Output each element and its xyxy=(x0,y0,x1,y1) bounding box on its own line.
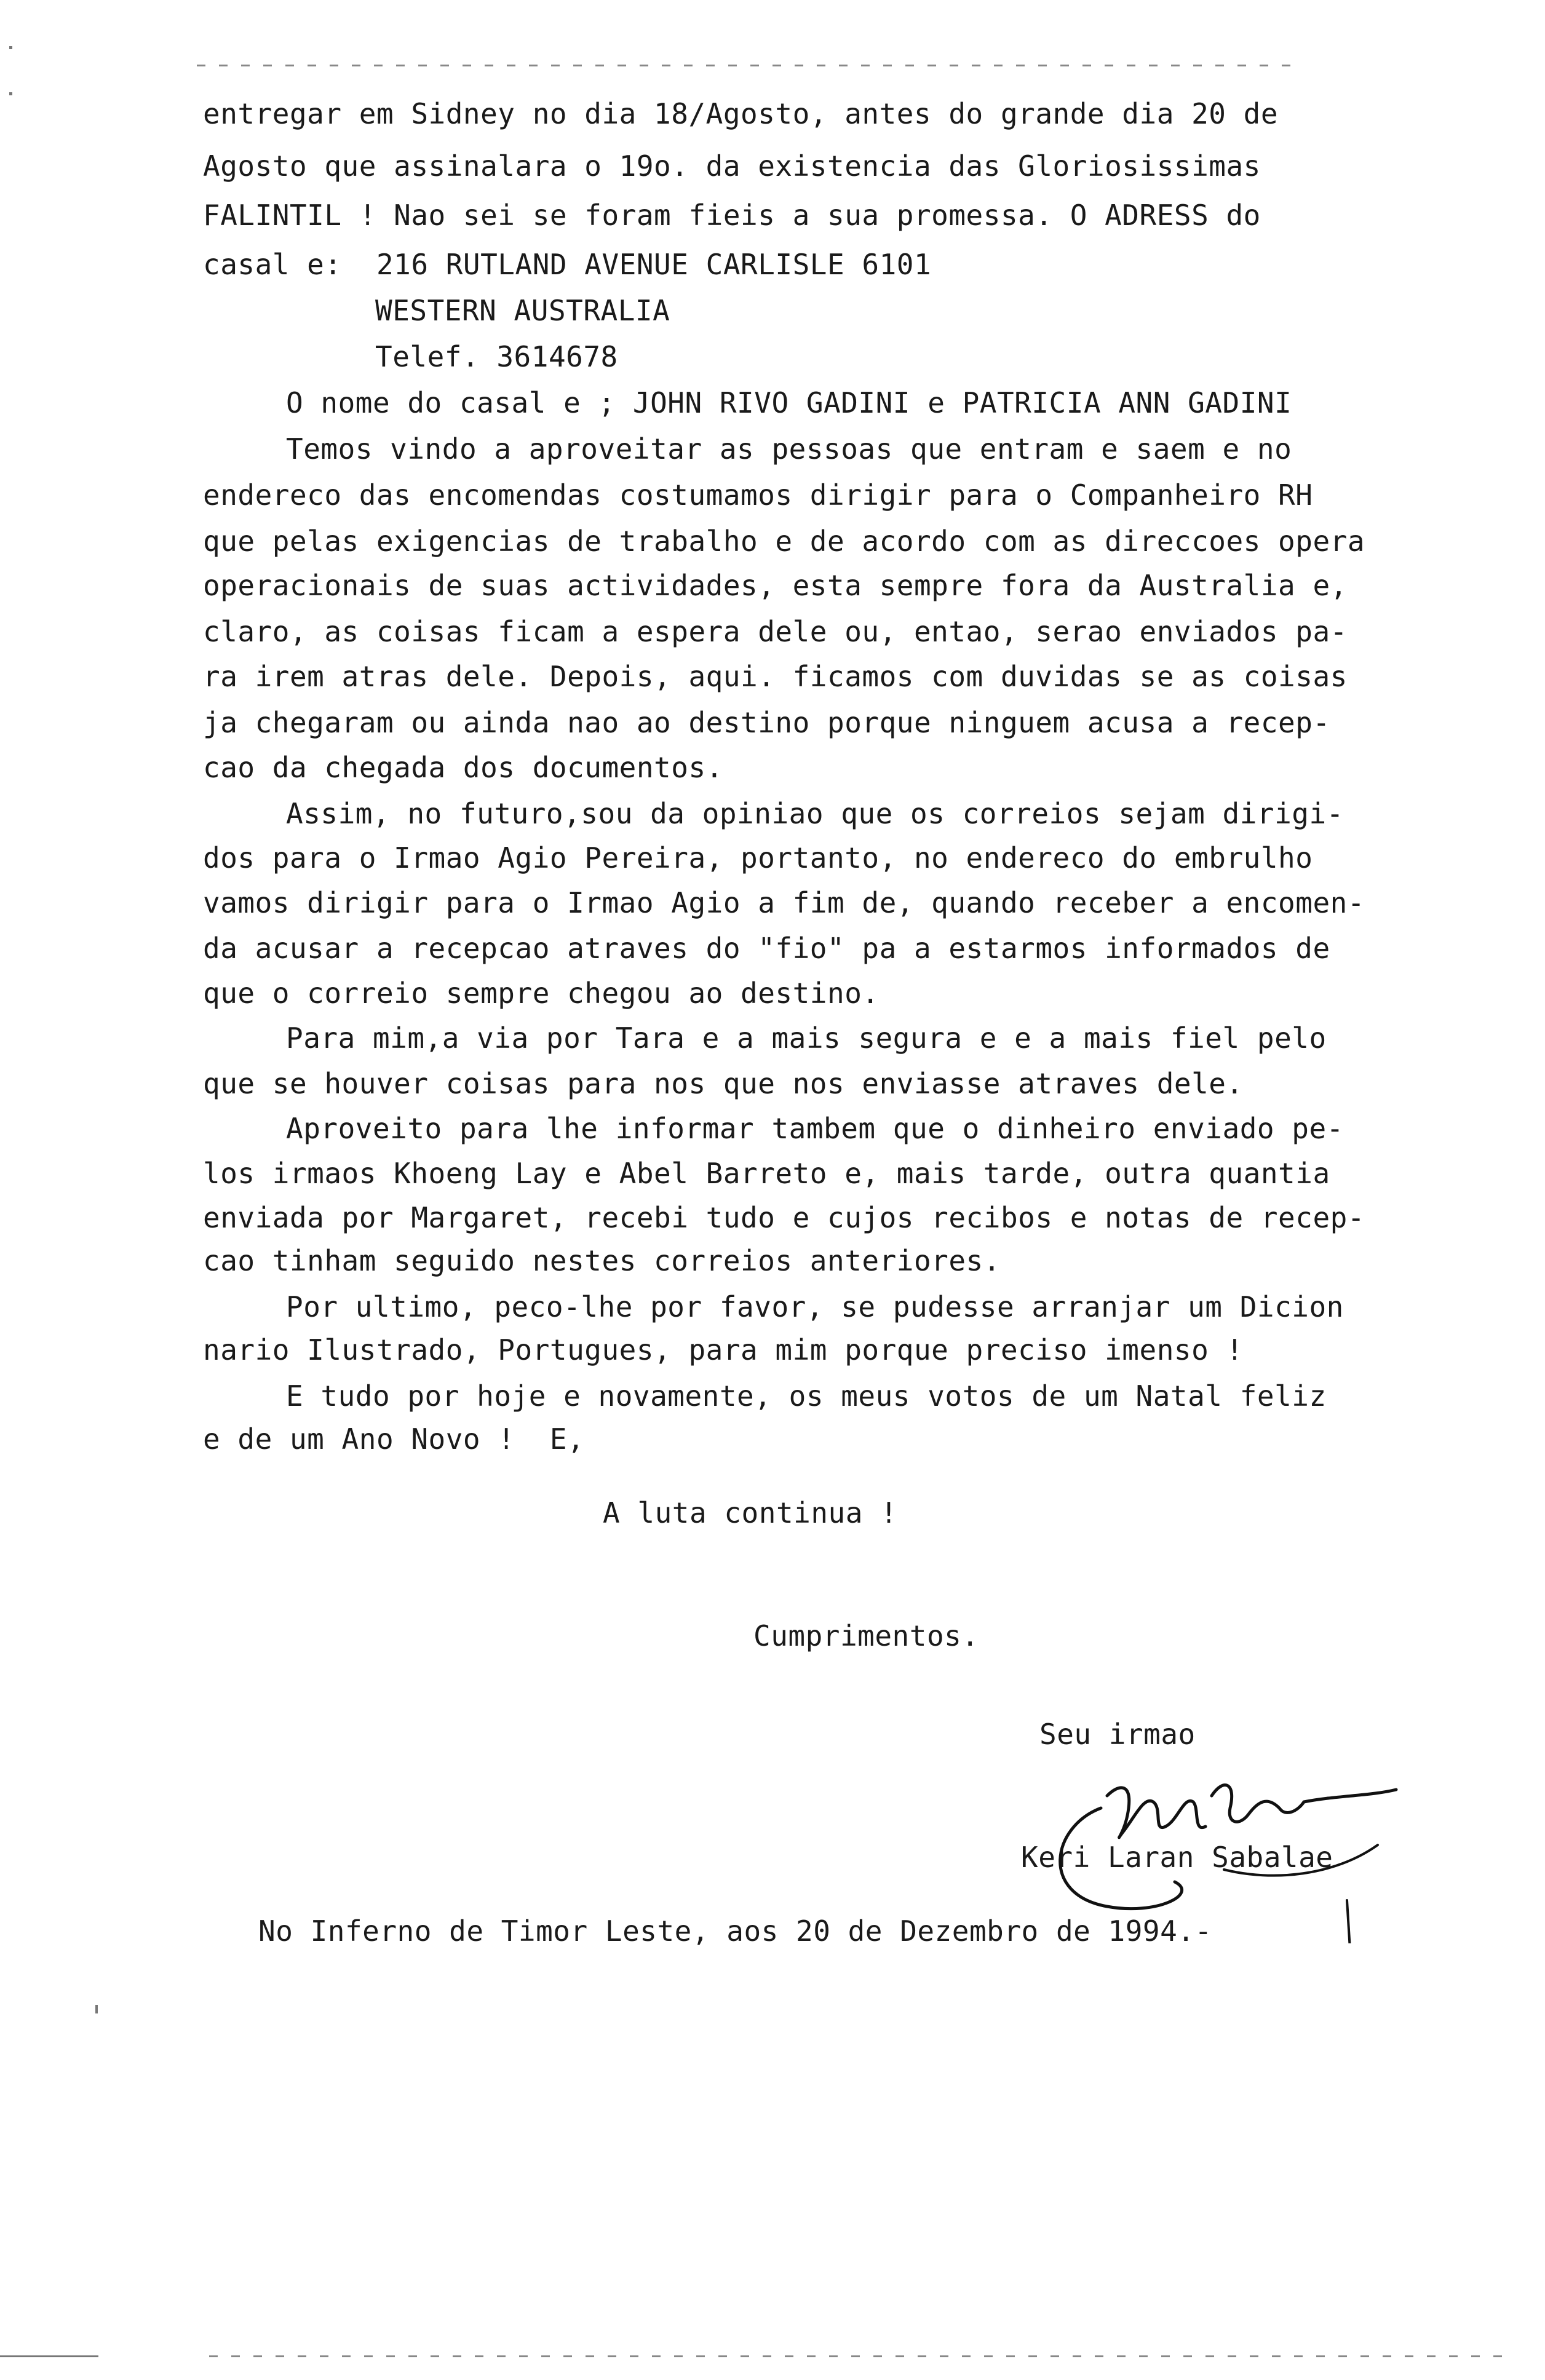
text-line: da acusar a recepcao atraves do "fio" pa a estarmos informados de xyxy=(203,932,1330,965)
text-line: Temos vindo a aproveitar as pessoas que entram e saem e no xyxy=(286,432,1292,466)
text-line: claro, as coisas ficam a espera dele ou, entao, serao enviados pa- xyxy=(203,615,1348,648)
text-line: FALINTIL ! Nao sei se foram fieis a sua promessa. O ADRESS do xyxy=(203,199,1261,232)
text-line: que o correio sempre chegou ao destino. xyxy=(203,977,880,1010)
address-line: WESTERN AUSTRALIA xyxy=(375,294,670,327)
text-line: vamos dirigir para o Irmao Agio a fim de, quando receber a encomen- xyxy=(203,886,1365,919)
text-line: operacionais de suas actividades, esta sempre fora da Australia e, xyxy=(203,569,1348,602)
scan-artifact-mark xyxy=(95,2005,98,2013)
text-line: cao tinham seguido nestes correios anteriores. xyxy=(203,1244,1001,1277)
scan-artifact-bottom-left xyxy=(0,2355,98,2357)
text-line: casal e: 216 RUTLAND AVENUE CARLISLE 6101 xyxy=(203,248,932,281)
text-line: Agosto que assinalara o 19o. da existencia das Gloriosissimas xyxy=(203,149,1261,183)
text-line: que pelas exigencias de trabalho e de acordo com as direccoes opera xyxy=(203,525,1365,558)
text-line: Para mim,a via por Tara e a mais segura e e a mais fiel pelo xyxy=(286,1021,1327,1055)
text-line: nario Ilustrado, Portugues, para mim porque preciso imenso ! xyxy=(203,1333,1244,1367)
text-line: ja chegaram ou ainda nao ao destino porque ninguem acusa a recep- xyxy=(203,706,1330,739)
text-line: E tudo por hoje e novamente, os meus votos de um Natal feliz xyxy=(286,1379,1327,1413)
text-line: Aproveito para lhe informar tambem que o dinheiro enviado pe- xyxy=(286,1112,1344,1145)
closing-relation: Seu irmao xyxy=(1039,1718,1196,1751)
motto: A luta continua ! xyxy=(603,1496,898,1529)
closing-greeting: Cumprimentos. xyxy=(753,1619,979,1652)
scan-artifact-bottom xyxy=(209,2355,1513,2357)
scan-artifact-mark xyxy=(9,46,12,49)
text-line: dos para o Irmao Agio Pereira, portanto, no endereco do embrulho xyxy=(203,841,1313,875)
phone-line: Telef. 3614678 xyxy=(375,340,618,373)
signer-name: Keri Laran Sabalae xyxy=(1021,1841,1333,1874)
scan-artifact-mark xyxy=(9,92,12,95)
scan-artifact-top xyxy=(197,65,1304,66)
text-line: los irmaos Khoeng Lay e Abel Barreto e, mais tarde, outra quantia xyxy=(203,1157,1330,1190)
text-line: Por ultimo, peco-lhe por favor, se pudesse arranjar um Dicion xyxy=(286,1290,1344,1323)
text-line: que se houver coisas para nos que nos enviasse atraves dele. xyxy=(203,1067,1244,1100)
text-line: O nome do casal e ; JOHN RIVO GADINI e PATRICIA ANN GADINI xyxy=(286,386,1292,419)
text-line: ra irem atras dele. Depois, aqui. ficamos com duvidas se as coisas xyxy=(203,660,1348,693)
text-line: endereco das encomendas costumamos dirigir para o Companheiro RH xyxy=(203,478,1313,512)
text-line: Assim, no futuro,sou da opiniao que os correios sejam dirigi- xyxy=(286,797,1344,830)
text-line: cao da chegada dos documentos. xyxy=(203,751,723,784)
text-line: entregar em Sidney no dia 18/Agosto, antes do grande dia 20 de xyxy=(203,97,1279,130)
text-line: enviada por Margaret, recebi tudo e cujos recibos e notas de recep- xyxy=(203,1201,1365,1234)
place-date: No Inferno de Timor Leste, aos 20 de Dezembro de 1994.- xyxy=(258,1914,1212,1948)
text-line: e de um Ano Novo ! E, xyxy=(203,1422,585,1456)
